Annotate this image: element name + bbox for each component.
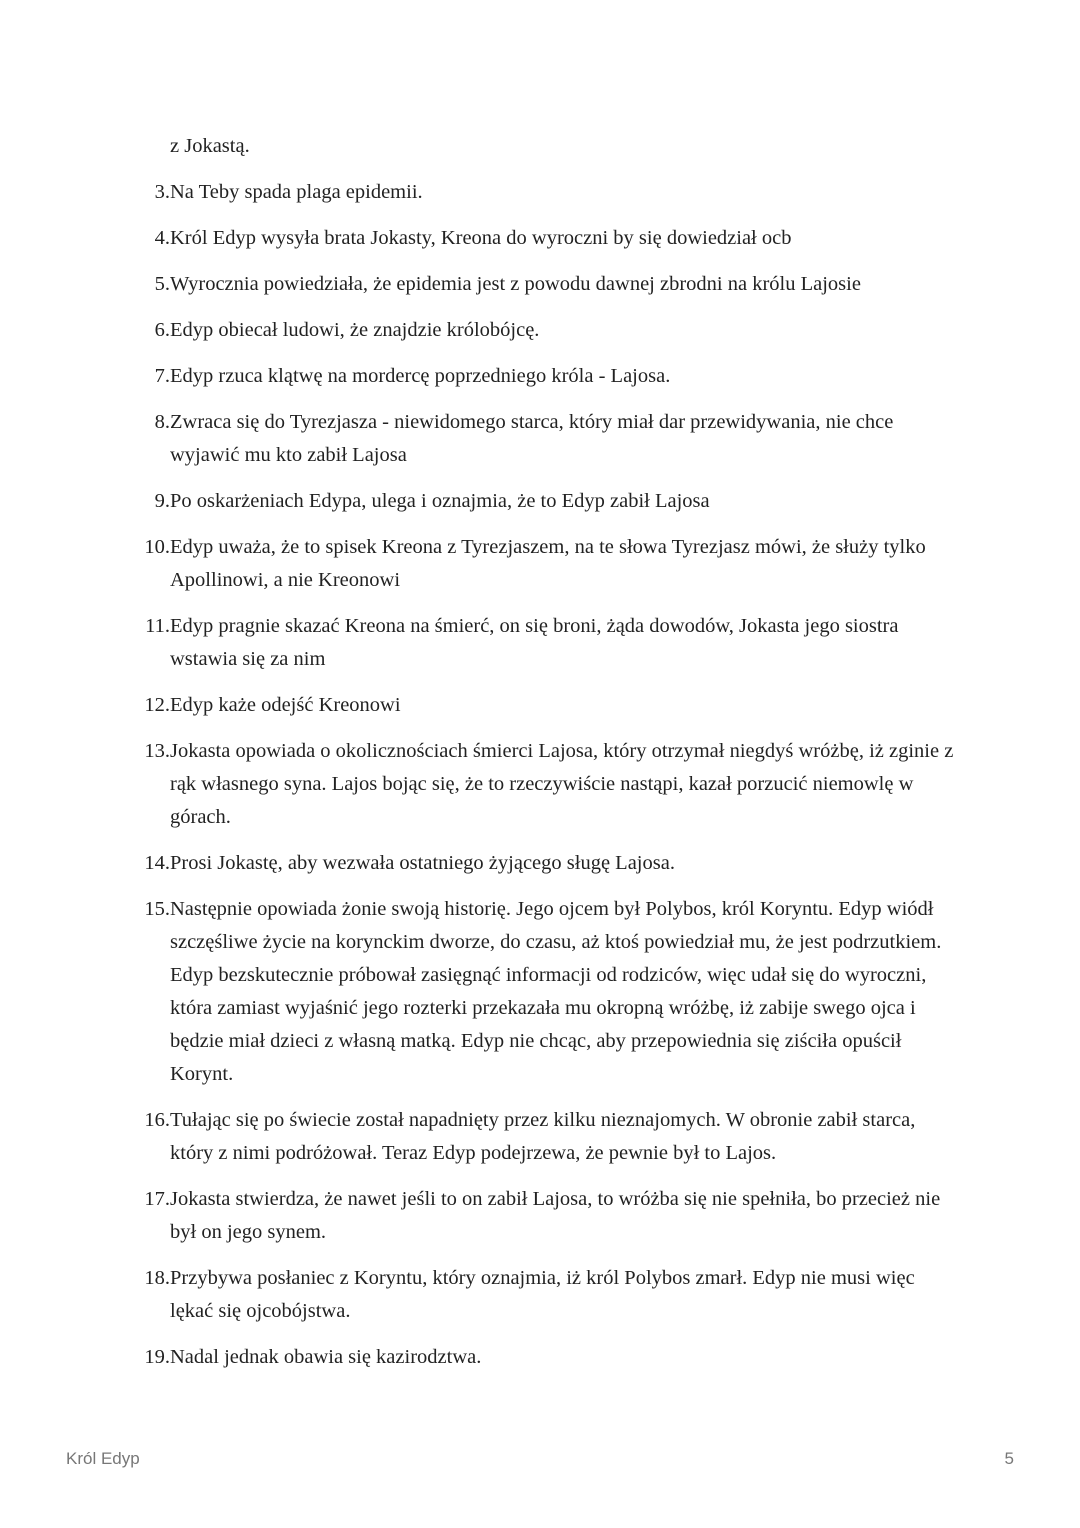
list-text: Król Edyp wysyła brata Jokasty, Kreona do wyroczni by się dowiedział ocb	[170, 227, 792, 249]
list-item	[130, 176, 960, 209]
list-text: Po oskarżeniach Edypa, ulega i oznajmia, że to Edyp zabił Lajosa	[170, 490, 710, 512]
list-number: 3.	[154, 181, 170, 203]
list-item	[130, 314, 960, 347]
list-number: 12.	[144, 694, 170, 716]
numbered-list	[130, 176, 960, 1374]
list-number: 14.	[144, 852, 170, 874]
list-number: 15.	[144, 898, 170, 920]
list-item	[130, 531, 960, 597]
list-item	[130, 1183, 960, 1249]
list-item	[130, 268, 960, 301]
list-text: Tułając się po świecie został napadnięty przez kilku nieznajomych. W obronie zabił starca, który z nimi podróżował. Teraz Edyp podejrzewa, że pewnie był to Lajos.	[170, 1109, 916, 1164]
list-number: 4.	[154, 227, 170, 249]
page-number: 5	[1004, 1449, 1014, 1468]
list-number: 17.	[144, 1188, 170, 1210]
list-number: 8.	[154, 411, 170, 433]
list-text: Edyp rzuca klątwę na mordercę poprzedniego króla - Lajosa.	[170, 365, 671, 387]
list-text: Przybywa posłaniec z Koryntu, który oznajmia, iż król Polybos zmarł. Edyp nie musi więc lękać się ojcobójstwa.	[170, 1267, 915, 1322]
list-text: z Jokastą.	[170, 135, 250, 157]
list-item	[130, 222, 960, 255]
list-text: Edyp uważa, że to spisek Kreona z Tyrezjaszem, na te słowa Tyrezjasz mówi, że służy tylko Apollinowi, a nie Kreonowi	[170, 536, 926, 591]
list-number: 18.	[144, 1267, 170, 1289]
list-text: Edyp pragnie skazać Kreona na śmierć, on się broni, żąda dowodów, Jokasta jego siostra wstawia się za nim	[170, 615, 899, 670]
list-item	[130, 735, 960, 834]
list-text: Edyp każe odejść Kreonowi	[170, 694, 401, 716]
list-item	[130, 847, 960, 880]
list-number: 13.	[144, 740, 170, 762]
list-number: 7.	[154, 365, 170, 387]
list-item	[130, 1341, 960, 1374]
list-item	[130, 1104, 960, 1170]
list-number: 6.	[154, 319, 170, 341]
list-number: 11.	[145, 615, 170, 637]
list-text: Jokasta stwierdza, że nawet jeśli to on zabił Lajosa, to wróżba się nie spełniła, bo przecież nie był on jego synem.	[170, 1188, 941, 1243]
list-item	[130, 893, 960, 1091]
list-text: Na Teby spada plaga epidemii.	[170, 181, 423, 203]
list-number: 19.	[144, 1346, 170, 1368]
list-item	[130, 689, 960, 722]
list-text: Następnie opowiada żonie swoją historię. Jego ojcem był Polybos, król Koryntu. Edyp wiódł szczęśliwe życie na korynckim dworze, do czasu, aż ktoś powiedział mu, że jest podrzutkiem. Edyp bezskutecznie próbował zasięgnąć informacji od rodziców, więc udał się do wyroczni, która zamiast wyjaśnić jego rozterki przekazała mu okropną wróżbę, iż zabije swego ojca i będzie miał dzieci z własną matką. Edyp nie chcąc, aby przepowiednia się ziściła opuścił Korynt.	[170, 898, 942, 1085]
list-number: 16.	[144, 1109, 170, 1131]
list-text: Zwraca się do Tyrezjasza - niewidomego starca, który miał dar przewidywania, nie chce wyjawić mu kto zabił Lajosa	[170, 411, 894, 466]
list-text: Jokasta opowiada o okolicznościach śmierci Lajosa, który otrzymał niegdyś wróżbę, iż zginie z rąk własnego syna. Lajos bojąc się, że to rzeczywiście nastąpi, kazał porzucić niemowlę w górach.	[170, 740, 954, 828]
list-text: Prosi Jokastę, aby wezwała ostatniego żyjącego sługę Lajosa.	[170, 852, 675, 874]
list-number: 10.	[144, 536, 170, 558]
list-item-continuation	[130, 130, 960, 163]
document-body	[130, 130, 960, 1387]
list-number: 5.	[154, 273, 170, 295]
list-item	[130, 360, 960, 393]
list-number: 9.	[154, 490, 170, 512]
list-item	[130, 1262, 960, 1328]
list-text: Nadal jednak obawia się kazirodztwa.	[170, 1346, 482, 1368]
list-text: Edyp obiecał ludowi, że znajdzie królobójcę.	[170, 319, 540, 341]
list-text: Wyrocznia powiedziała, że epidemia jest z powodu dawnej zbrodni na królu Lajosie	[170, 273, 861, 295]
list-item	[130, 406, 960, 472]
footer-title: Król Edyp	[66, 1449, 140, 1468]
list-item	[130, 485, 960, 518]
list-item	[130, 610, 960, 676]
